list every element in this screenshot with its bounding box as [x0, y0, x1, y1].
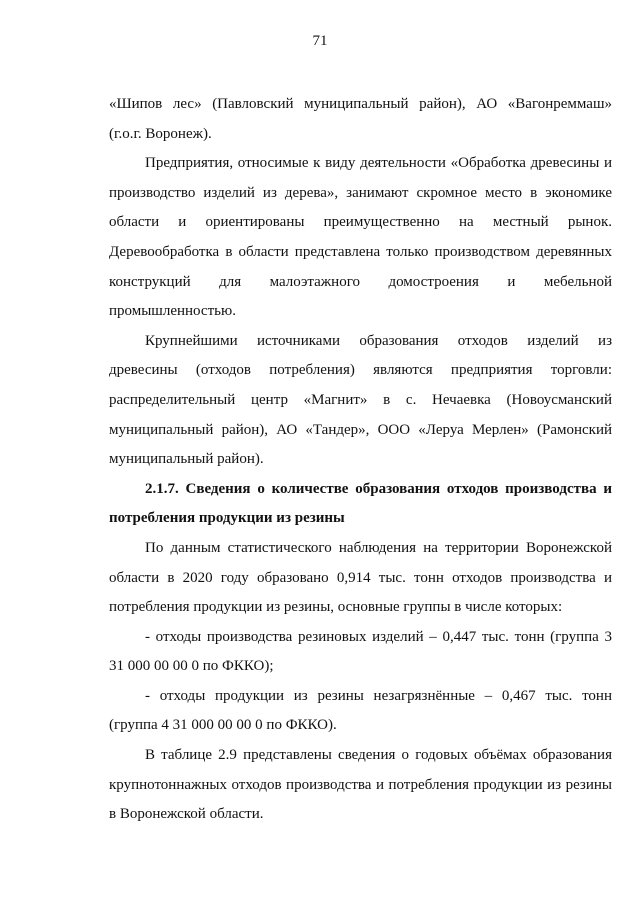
section-heading: 2.1.7. Сведения о количестве образования отходов производства и: [145, 480, 612, 497]
text-line: (г.о.г. Воронеж).: [109, 125, 212, 142]
text-line: в Воронежской области.: [109, 806, 264, 823]
text-line: потребления продукции из резины, основные группы в числе которых:: [109, 599, 563, 616]
text-line: области и ориентированы преимущественно на местный рынок.: [109, 214, 612, 231]
text-line: муниципальный район), АО «Тандер», ООО «Леруа Мерлен» (Рамонский: [109, 421, 612, 438]
text-line: древесины (отходов потребления) являются предприятия торговли:: [109, 362, 612, 379]
list-item: - отходы продукции из резины незагрязнённые – 0,467 тыс. тонн: [145, 687, 612, 704]
page-body: [109, 90, 612, 830]
text-line: конструкций для малоэтажного домостроения и мебельной: [109, 273, 612, 290]
text-line: крупнотоннажных отходов производства и потребления продукции из резины: [109, 776, 612, 793]
text-line: В таблице 2.9 представлены сведения о годовых объёмах образования: [145, 747, 612, 764]
list-item: - отходы производства резиновых изделий – 0,447 тыс. тонн (группа 3: [145, 628, 612, 645]
text-line: По данным статистического наблюдения на территории Воронежской: [145, 539, 612, 556]
text-line: (группа 4 31 000 00 00 0 по ФККО).: [109, 717, 337, 734]
text-line: промышленностью.: [109, 303, 236, 320]
text-line: муниципальный район).: [109, 451, 264, 468]
text-line: «Шипов лес» (Павловский муниципальный район), АО «Вагонреммаш»: [109, 96, 612, 112]
text-line: 31 000 00 00 0 по ФККО);: [109, 658, 274, 675]
page-number: 71: [312, 33, 328, 49]
text-line: производство изделий из дерева», занимают скромное место в экономике: [109, 184, 612, 201]
text-line: распределительный центр «Магнит» в с. Нечаевка (Новоусманский: [109, 391, 612, 408]
text-line: Крупнейшими источниками образования отходов изделий из: [145, 332, 612, 349]
text-line: Предприятия, относимые к виду деятельности «Обработка древесины и: [145, 155, 612, 172]
section-heading: потребления продукции из резины: [109, 510, 345, 527]
text-line: области в 2020 году образовано 0,914 тыс. тонн отходов производства и: [109, 569, 612, 586]
text-line: Деревообработка в области представлена только производством деревянных: [109, 243, 612, 260]
